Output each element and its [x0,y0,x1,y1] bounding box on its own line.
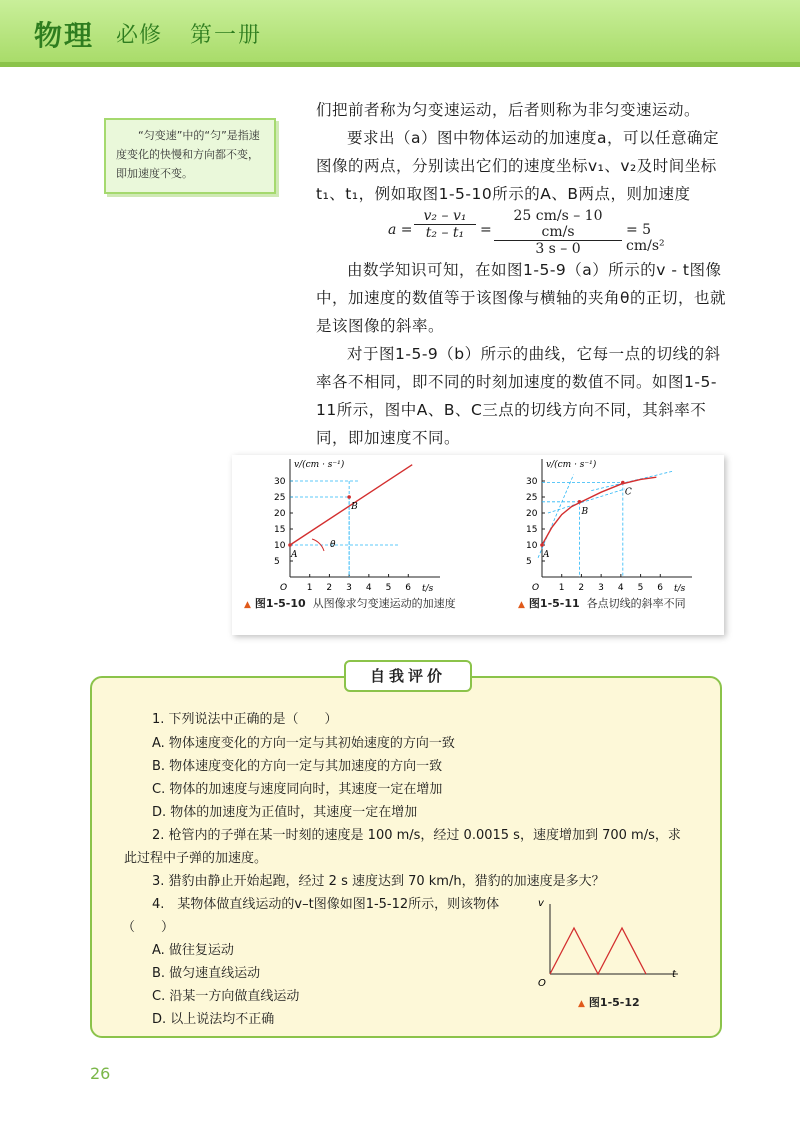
q4-option-d: D. 以上说法均不正确 [152,1012,275,1027]
y-tick-label: 5 [526,557,532,567]
subject-title: 物理 [34,19,95,52]
q4-option-b: B. 做匀速直线运动 [152,966,261,981]
y-tick-label: 25 [274,493,286,503]
paragraph-3: 由数学知识可知，在如图1-5-9（a）所示的v - t图像中，加速度的数值等于该图像与横轴的夹角θ的正切，也就是该图像的斜率。 [316,261,726,335]
question-4-line1: 4. 某物体做直线运动的v–t图像如图1-5-12所示，则该物体 [152,897,500,912]
data-point [578,500,582,504]
x-tick-label: 1 [306,583,313,593]
q1-option-a: A. 物体速度变化的方向一定与其初始速度的方向一致 [152,736,455,751]
acceleration-formula [388,208,688,258]
fig11-caption [518,595,686,611]
origin-label: O [538,978,546,989]
angle-label: θ [330,540,336,550]
x-tick-label: 6 [657,583,664,593]
formula-result: = 5 cm/s² [626,222,665,254]
figure-panel [232,455,724,635]
x-tick-label: 2 [578,583,585,593]
y-tick-label: 30 [274,477,286,487]
x-axis-label: t [672,969,676,980]
sidebar-note [104,118,276,194]
fig11-num: 图1-5-11 [528,597,580,610]
formula-frac2-num: 25 cm/s – 10 cm/s [494,208,622,241]
point-label: B [351,502,358,512]
x-tick-label: 6 [405,583,412,593]
subject-sub1: 必修 [116,23,163,48]
chart-fig-1-5-10 [262,457,462,597]
page-header [0,0,800,67]
y-tick-label: 25 [526,493,538,503]
self-eval-title: 自我评价 [344,660,472,692]
x-tick-label: 5 [637,583,644,593]
sidebar-note-text: “匀变速”中的“匀”是指速度变化的快慢和方向都不变，即加速度不变。 [116,129,260,180]
origin-label: O [280,583,288,593]
triangle-icon: ▲ [518,600,525,610]
x-tick-label: 4 [617,583,624,593]
fig10-num: 图1-5-10 [254,597,306,610]
question-4-line2: （ ） [122,920,175,935]
origin-label: O [532,583,540,593]
x-tick-label: 5 [385,583,392,593]
question-3: 3. 猎豹由静止开始起跑，经过 2 s 速度达到 70 km/h，猎豹的加速度是多大？ [152,874,605,889]
formula-frac2-den: 3 s – 0 [535,241,581,257]
y-axis-label: v/(cm · s⁻¹) [294,460,345,470]
triangle-icon: ▲ [244,600,251,610]
fig10-text: 从图像求匀变速运动的加速度 [312,597,456,610]
x-axis-label: t/s [674,584,686,594]
x-tick-label: 1 [558,583,565,593]
point-label: B [581,506,589,517]
y-tick-label: 5 [274,557,280,567]
y-tick-label: 15 [526,525,538,535]
y-tick-label: 10 [274,541,286,551]
paragraph-2: 要求出（a）图中物体运动的加速度a，可以任意确定图像的两点，分别读出它们的速度坐标v₁、v₂及时间坐标t₁、t₁，例如取图1-5-10所示的A、B两点，则加速度 [316,129,719,203]
formula-frac2 [494,208,622,257]
paragraph-1: 们把前者称为匀变速运动，后者则称为非匀变速运动。 [316,101,701,119]
data-point [621,481,625,485]
data-point [347,495,351,499]
x-tick-label: 4 [365,583,372,593]
point-label: A [543,550,550,560]
y-axis-label: v/(cm · s⁻¹) [546,460,597,470]
y-tick-label: 20 [274,509,286,519]
formula-eq: = [480,222,492,238]
question-2-line2: 此过程中子弹的加速度。 [124,851,268,866]
paragraph-4: 对于图1-5-9（b）所示的曲线，它每一点的切线的斜率各不相同，即不同的时刻加速度的数值不同。如图1-5-11所示，图中A、B、C三点的切线方向不同，其斜率不同，即加速度不同。 [316,345,721,447]
q1-option-d: D. 物体的加速度为正值时，其速度一定在增加 [152,805,418,820]
triangle-icon: ▲ [578,999,585,1009]
q1-option-c: C. 物体的加速度与速度同向时，其速度一定在增加 [152,782,443,797]
y-tick-label: 10 [526,541,538,551]
page-number: 26 [90,1064,111,1083]
y-tick-label: 20 [526,509,538,519]
x-tick-label: 2 [326,583,333,593]
chart-fig-1-5-11 [514,457,714,597]
q4-option-a: A. 做往复运动 [152,943,234,958]
fig12-caption [578,994,640,1010]
formula-lhs: a = [388,222,413,238]
point-label: C [624,487,632,498]
series-line [542,477,656,545]
question-2-line1: 2. 枪管内的子弹在某一时刻的速度是 100 m/s，经过 0.0015 s，速度增加到 700 m/s，求 [152,828,681,843]
q1-option-b: B. 物体速度变化的方向一定与其加速度的方向一致 [152,759,443,774]
y-axis-label: v [538,898,544,909]
y-tick-label: 15 [274,525,286,535]
q4-option-c: C. 沿某一方向做直线运动 [152,989,300,1004]
x-tick-label: 3 [598,583,604,593]
data-point [288,543,292,547]
formula-frac1-den: t₂ – t₁ [425,225,465,241]
x-tick-label: 3 [346,583,352,593]
formula-frac1-num: v₂ – v₁ [414,208,476,225]
subject-sub2: 第一册 [190,23,263,48]
question-1: 1. 下列说法中正确的是（ ） [152,712,338,727]
y-tick-label: 30 [526,477,538,487]
fig11-text: 各点切线的斜率不同 [586,597,686,610]
x-axis-label: t/s [422,584,434,594]
chart-fig-1-5-12 [534,894,684,990]
series-line [550,928,646,974]
fig12-num: 图1-5-12 [588,996,640,1009]
point-label: A [291,550,298,560]
data-point [540,543,544,547]
fig10-caption [244,595,456,611]
formula-frac1 [414,208,476,241]
